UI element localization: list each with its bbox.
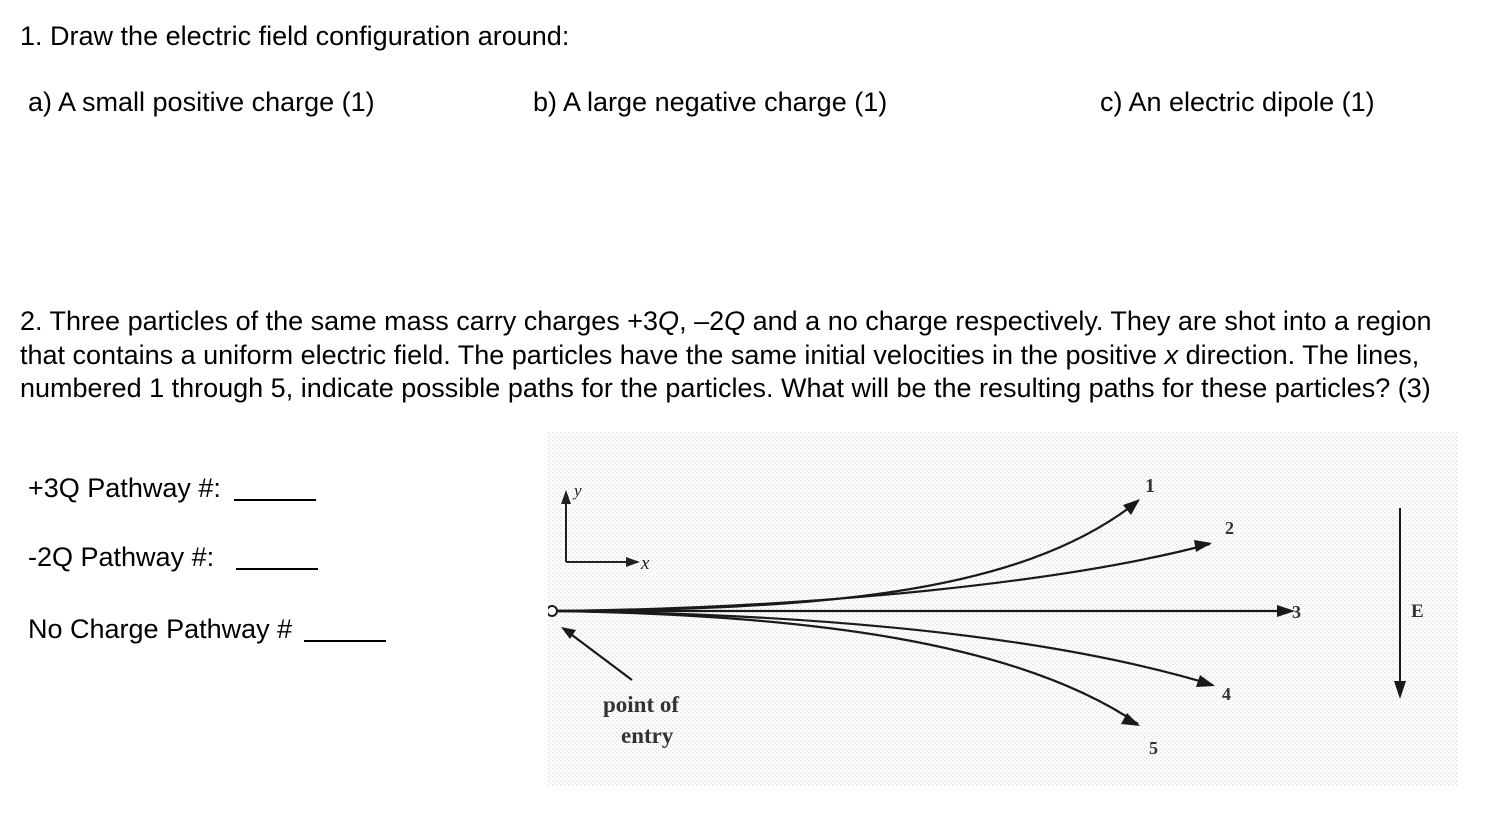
answer-nocharge-label: No Charge Pathway #	[28, 614, 293, 644]
entry-label-line2: entry	[621, 723, 674, 748]
answer-plus3q-blank[interactable]	[234, 473, 316, 501]
q1-part-b: b) A large negative charge (1)	[533, 87, 888, 117]
path-label-4: 4	[1222, 684, 1231, 704]
answer-plus3q-row	[28, 472, 316, 505]
entry-label-line1: point of	[603, 692, 680, 717]
axis-y-label: y	[574, 481, 582, 500]
field-label-e: E	[1411, 601, 1424, 622]
q1-heading	[20, 20, 569, 53]
answer-minus2q-label: -2Q Pathway #:	[28, 542, 215, 572]
q1-number: 1.	[20, 21, 43, 51]
answer-nocharge-blank[interactable]	[304, 614, 386, 642]
answer-plus3q-label: +3Q Pathway #:	[28, 473, 221, 503]
q2-question: 2. Three particles of the same mass carry charges +3Q, –2Q and a no charge respectively. They are shot into a region that contains a uniform electric field. The particles have the same initial velocities in the positive x direction. The lines, numbered 1 through 5, indicate possible paths for the particles. What will be the resulting paths for these particles? (3)	[20, 306, 1432, 403]
axis-x-label: x	[641, 553, 650, 574]
figure-svg	[548, 432, 1458, 786]
q1-part-c: c) An electric dipole (1)	[1100, 87, 1375, 117]
q1-part-a: a) A small positive charge (1)	[28, 87, 375, 117]
path-label-5: 5	[1149, 738, 1158, 758]
path-label-1: 1	[1145, 475, 1155, 497]
answer-minus2q-blank[interactable]	[236, 542, 318, 570]
path-label-2: 2	[1225, 518, 1234, 538]
particle-paths-figure	[548, 432, 1458, 786]
path-label-3: 3	[1292, 602, 1301, 622]
entry-point-marker	[548, 606, 557, 616]
answer-minus2q-row	[28, 541, 318, 574]
q1-prompt: Draw the electric field configuration around:	[50, 21, 570, 51]
answer-nocharge-row	[28, 613, 386, 646]
